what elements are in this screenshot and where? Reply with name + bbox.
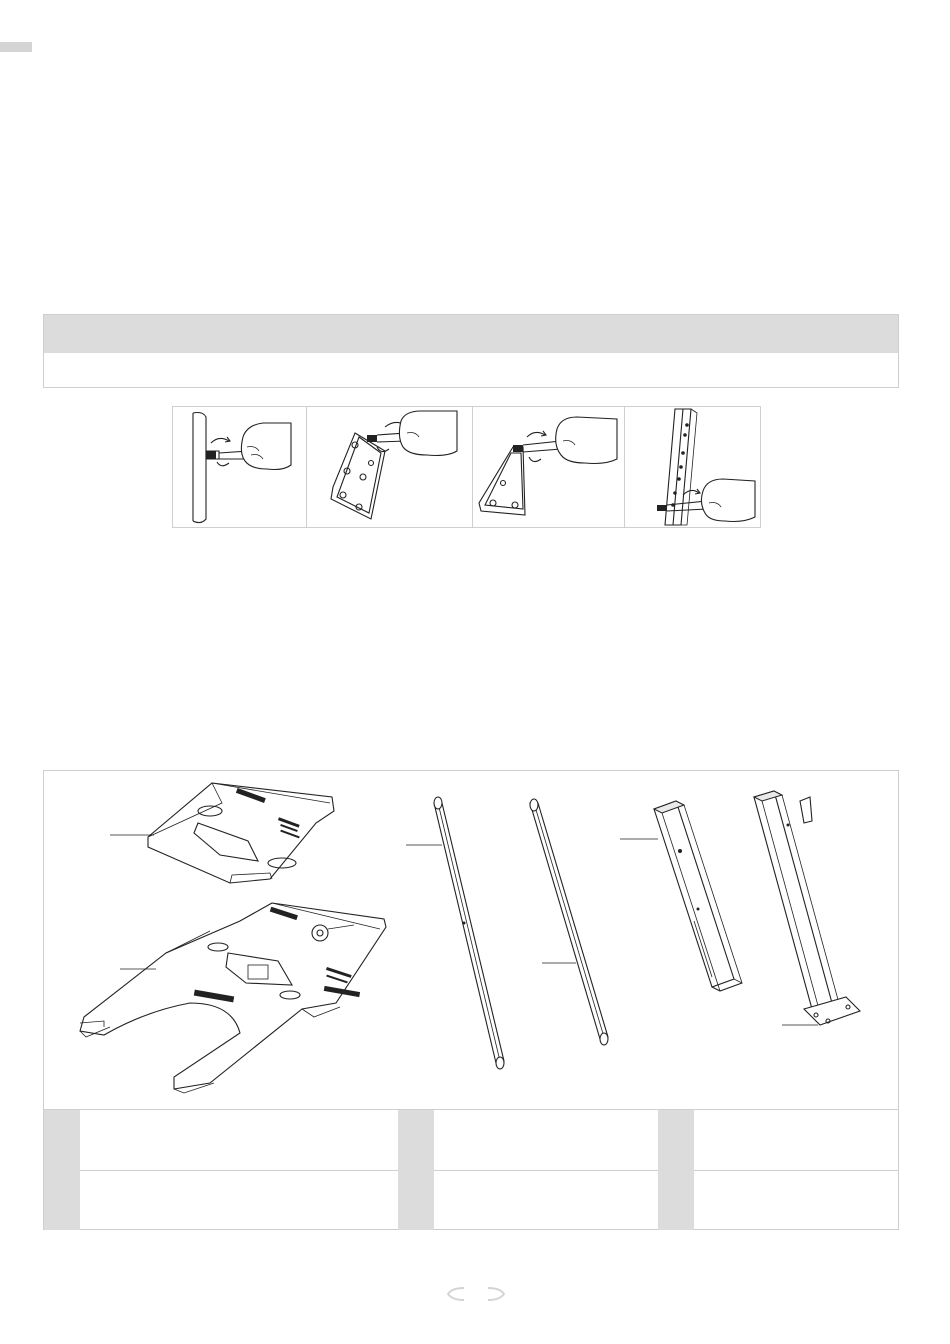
parts-illustration (44, 771, 898, 1109)
note-text (44, 353, 898, 387)
page-corner-tab (0, 42, 32, 52)
part-number (658, 1110, 694, 1170)
part-number (658, 1170, 694, 1230)
pole-drive-icon (173, 407, 307, 527)
part-number (398, 1110, 434, 1170)
part-number (44, 1110, 80, 1170)
part-cell (44, 1110, 396, 1170)
square-post-icon (654, 801, 742, 991)
parts-row (44, 1110, 898, 1171)
illustration-panel-4 (625, 407, 760, 527)
illustration-panel-3 (473, 407, 625, 527)
tube-pole-icon (434, 797, 504, 1069)
part-cell (658, 1110, 898, 1170)
illustration-strip (172, 406, 761, 528)
plate-drive-icon (473, 407, 625, 527)
parts-box (43, 770, 899, 1230)
part-number (44, 1170, 80, 1230)
part-cell (398, 1170, 656, 1230)
part-cell (398, 1110, 656, 1170)
parts-row (44, 1170, 898, 1230)
part-cell (44, 1170, 396, 1230)
part-cell (658, 1170, 898, 1230)
base-icon (80, 903, 386, 1093)
parts-table (44, 1109, 898, 1230)
base-cover-icon (148, 783, 334, 883)
illustration-panel-2 (307, 407, 473, 527)
note-box (43, 314, 899, 388)
base-post-icon (754, 791, 860, 1025)
part-number (398, 1170, 434, 1230)
note-title (44, 315, 898, 353)
illustration-panel-1 (173, 407, 307, 527)
page-number-mark (444, 1286, 508, 1302)
tube-pole-icon (530, 799, 608, 1045)
post-drive-icon (625, 407, 760, 527)
bracket-drive-icon (307, 407, 473, 527)
